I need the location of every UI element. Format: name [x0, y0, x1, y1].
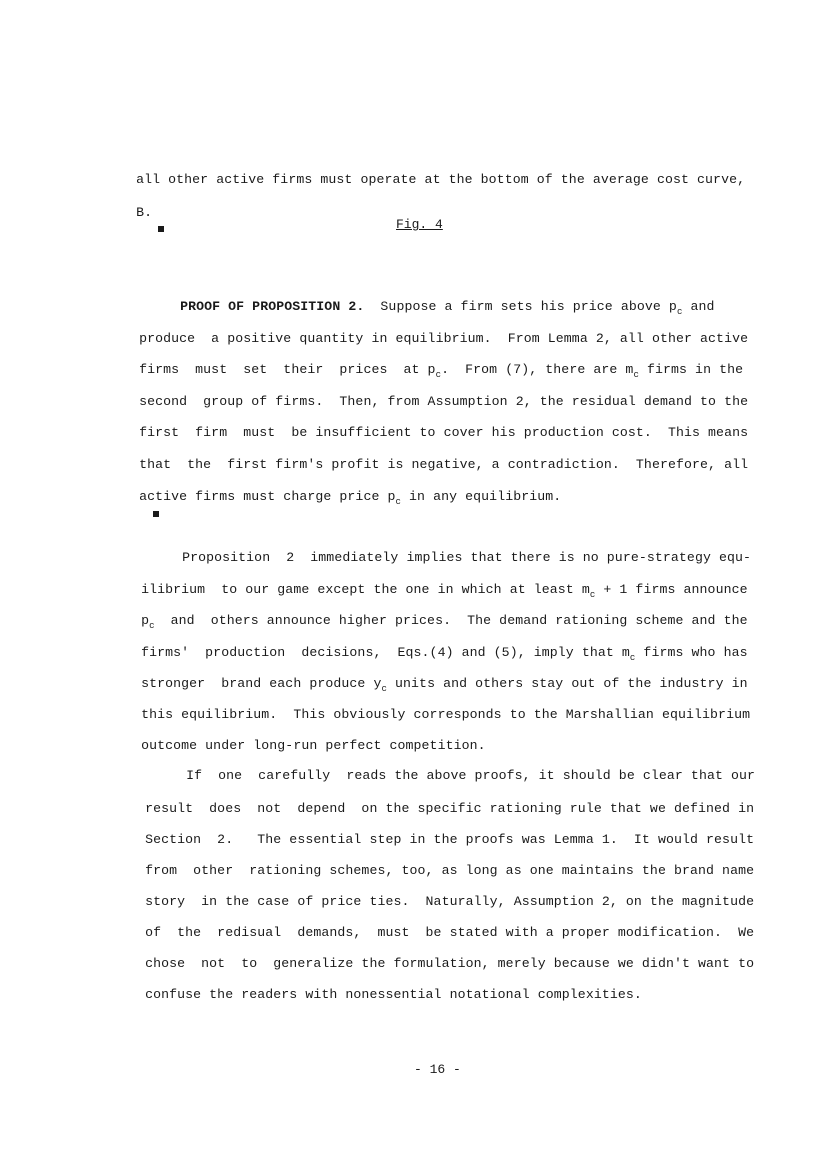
- text-span: . From (7), there are m: [441, 362, 634, 377]
- text-span: that the first firm's profit is negative, a contradiction. Therefore, all: [139, 457, 749, 472]
- text-span: Proposition 2 immediately implies that there is no pure-strategy equ-: [182, 550, 752, 565]
- text-span: firms who has: [635, 645, 748, 660]
- qed-square-icon: [158, 226, 164, 232]
- subscript: c: [381, 684, 387, 694]
- text-span: this equilibrium. This obviously corresponds to the Marshallian equilibrium: [141, 707, 751, 722]
- text-span: all other active firms must operate at the bottom of the average cost curve,: [136, 172, 746, 187]
- subscript: c: [629, 653, 636, 663]
- text-span: chose not to generalize the formulation, merely because we didn't want to: [145, 956, 755, 971]
- subscript: c: [395, 497, 402, 507]
- text-span: Suppose a firm sets his price above p: [364, 299, 677, 314]
- text-span: Section 2. The essential step in the proofs was Lemma 1. It would result: [145, 832, 755, 847]
- text-span: B.: [136, 205, 153, 220]
- subscript: c: [633, 370, 639, 380]
- text-span: active firms must charge price p: [139, 489, 396, 504]
- text-span: p: [141, 613, 150, 628]
- text-span: from other rationing schemes, too, as long as one maintains the brand name: [145, 863, 755, 878]
- qed-square-icon: [153, 511, 159, 517]
- text-span: first firm must be insufficient to cover his production cost. This means: [139, 425, 749, 440]
- text-line: [104, 156, 745, 204]
- text-span: and: [682, 299, 715, 314]
- figure-caption: Fig. 4: [396, 217, 443, 232]
- text-span: confuse the readers with nonessential notational complexities.: [145, 987, 642, 1002]
- text-span: outcome under long-run perfect competition.: [141, 738, 486, 753]
- subscript: c: [589, 590, 596, 600]
- text-span: stronger brand each produce y: [141, 676, 382, 691]
- text-span: ilibrium to our game except the one in which at least m: [141, 582, 590, 597]
- page-number: - 16 -: [414, 1062, 461, 1077]
- text-span: of the redisual demands, must be stated with a proper modification. We: [145, 925, 755, 940]
- text-span: second group of firms. Then, from Assumption 2, the residual demand to the: [139, 394, 749, 409]
- text-span: produce a positive quantity in equilibrium. From Lemma 2, all other active: [139, 331, 749, 346]
- subscript: c: [149, 621, 155, 631]
- text-span: firms must set their prices at p: [139, 362, 436, 377]
- text-span: firms' production decisions, Eqs.(4) and (5), imply that m: [141, 645, 630, 660]
- text-span: story in the case of price ties. Naturally, Assumption 2, on the magnitude: [145, 894, 755, 909]
- text-span: result does not depend on the specific rationing rule that we defined in: [145, 801, 755, 816]
- subscript: c: [435, 370, 442, 380]
- text-line: [107, 473, 561, 538]
- text-span: firms in the: [638, 362, 744, 377]
- text-line: [104, 189, 164, 253]
- text-span: in any equilibrium.: [401, 489, 562, 504]
- text-span: + 1 firms announce: [595, 582, 748, 597]
- subscript: c: [676, 307, 683, 317]
- text-line: [113, 971, 642, 1019]
- text-span: If one carefully reads the above proofs, it should be clear that our: [186, 768, 756, 783]
- text-span: units and others stay out of the industry in: [387, 676, 748, 691]
- proof-heading: PROOF OF PROPOSITION 2.: [180, 299, 365, 314]
- text-span: and others announce higher prices. The demand rationing scheme and the: [154, 613, 748, 628]
